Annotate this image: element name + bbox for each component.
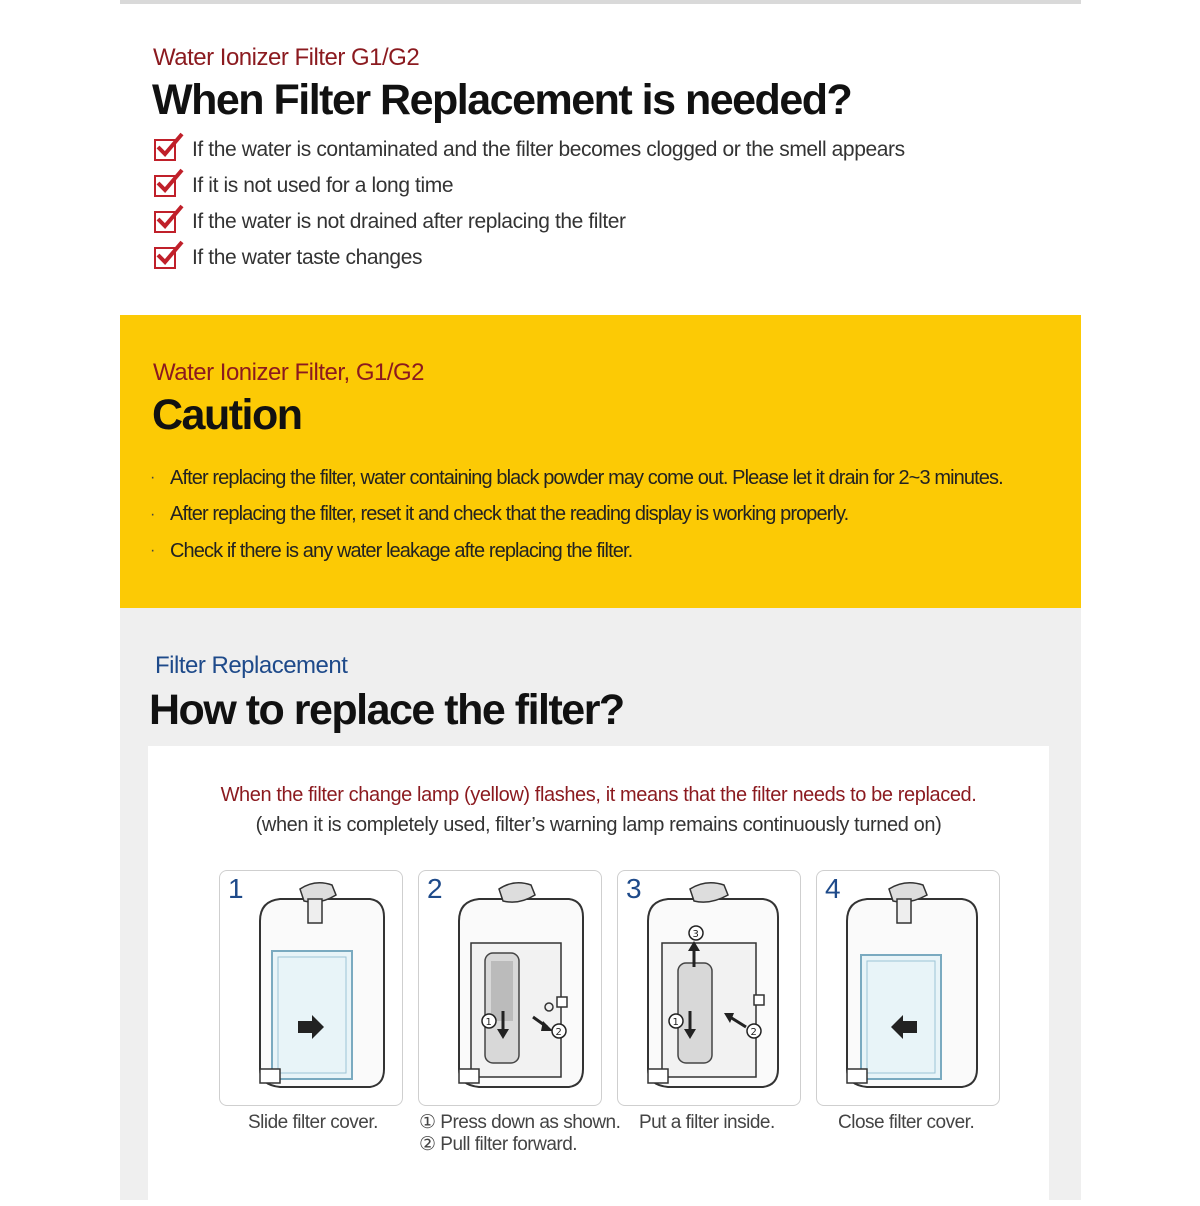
list-item [154, 204, 905, 240]
reason-text: If it is not used for a long time [192, 174, 454, 197]
checkmark-icon [154, 211, 176, 233]
notice-lamp-flashing: When the filter change lamp (yellow) flashes, it means that the filter needs to be replaced. [220, 784, 977, 806]
step-3-panel [617, 870, 801, 1106]
step-3-caption [639, 1112, 775, 1134]
section-title: How to replace the filter? [149, 686, 624, 734]
caution-list [150, 460, 1003, 570]
svg-text:1: 1 [485, 1017, 492, 1028]
step-4-panel [816, 870, 1000, 1106]
reason-text: If the water taste changes [192, 246, 423, 269]
reasons-list [154, 132, 905, 276]
step-1-panel [219, 870, 403, 1106]
section-kicker: Water Ionizer Filter G1/G2 [153, 44, 420, 71]
list-item [154, 132, 905, 168]
svg-text:1: 1 [672, 1017, 679, 1028]
reason-text: If the water is not drained after replacing the filter [192, 210, 626, 233]
caption-line: Close filter cover. [838, 1112, 975, 1133]
step-2-caption [419, 1112, 620, 1156]
section-caution [120, 315, 1081, 608]
ionizer-slide-cover-illustration [220, 871, 404, 1107]
list-item [154, 168, 905, 204]
step-4-caption [838, 1112, 974, 1134]
list-item [150, 533, 1003, 570]
checkmark-icon [154, 139, 176, 161]
section-title: Caution [152, 391, 302, 439]
section-title: When Filter Replacement is needed? [152, 76, 852, 124]
checkmark-icon [154, 175, 176, 197]
step-2-panel [418, 870, 602, 1106]
svg-text:2: 2 [555, 1027, 562, 1038]
page [120, 0, 1081, 1200]
step-number: 1 [228, 873, 244, 904]
svg-text:2: 2 [750, 1027, 757, 1038]
ionizer-remove-filter-illustration [419, 871, 603, 1107]
bullet-icon: · [150, 469, 155, 487]
caption-line: ① Press down as shown. [419, 1112, 621, 1133]
step-number: 4 [825, 873, 841, 904]
caption-line: Put a filter inside. [639, 1112, 775, 1133]
section-kicker: Water Ionizer Filter, G1/G2 [153, 359, 425, 386]
step-1-caption [248, 1112, 378, 1134]
caution-text: After replacing the filter, reset it and check that the reading display is working properly. [170, 503, 849, 526]
instructions-card [148, 746, 1049, 1206]
svg-text:3: 3 [692, 929, 699, 940]
notice-lamp-continuous: (when it is completely used, filter’s warning lamp remains continuously turned on) [255, 814, 942, 836]
reason-text: If the water is contaminated and the filter becomes clogged or the smell appears [192, 138, 905, 161]
ionizer-close-cover-illustration [817, 871, 1001, 1107]
list-item [150, 497, 1003, 534]
section-kicker: Filter Replacement [155, 652, 348, 679]
caution-text: Check if there is any water leakage afte replacing the filter. [170, 539, 633, 562]
checkmark-icon [154, 247, 176, 269]
caption-line: ② Pull filter forward. [419, 1134, 578, 1155]
step-number: 2 [427, 873, 443, 904]
list-item [150, 460, 1003, 497]
section-replacement-needed [120, 4, 1081, 315]
list-item [154, 240, 905, 276]
ionizer-insert-filter-illustration [618, 871, 802, 1107]
caption-line: Slide filter cover. [248, 1112, 378, 1133]
bullet-icon: · [150, 505, 155, 523]
section-how-to-replace [120, 608, 1081, 1200]
caution-text: After replacing the filter, water containing black powder may come out. Please let it drain for 2~3 minutes. [170, 466, 1003, 489]
bullet-icon: · [150, 542, 155, 560]
step-number: 3 [626, 873, 642, 904]
